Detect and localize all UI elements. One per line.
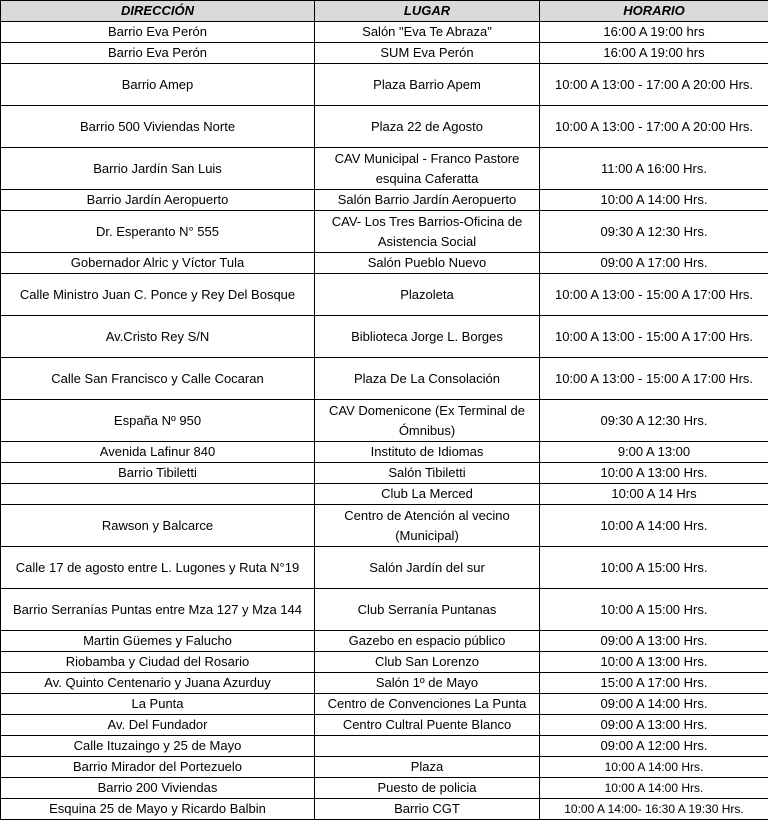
cell-horario: 16:00 A 19:00 hrs: [540, 22, 768, 43]
cell-horario: 09:30 A 12:30 Hrs.: [540, 400, 768, 442]
cell-horario: 10:00 A 14:00- 16:30 A 19:30 Hrs.: [540, 799, 768, 820]
cell-horario: 10:00 A 15:00 Hrs.: [540, 589, 768, 631]
cell-lugar: Centro de Convenciones La Punta: [315, 694, 540, 715]
cell-horario: 10:00 A 14:00 Hrs.: [540, 757, 768, 778]
cell-direccion: Barrio Eva Perón: [1, 22, 315, 43]
cell-direccion: Esquina 25 de Mayo y Ricardo Balbin: [1, 799, 315, 820]
cell-lugar: Club San Lorenzo: [315, 652, 540, 673]
cell-horario: 10:00 A 13:00 - 15:00 A 17:00 Hrs.: [540, 358, 768, 400]
cell-lugar: CAV Domenicone (Ex Terminal de Ómnibus): [315, 400, 540, 442]
cell-direccion: Avenida Lafinur 840: [1, 442, 315, 463]
cell-lugar: Salón Pueblo Nuevo: [315, 253, 540, 274]
cell-direccion: La Punta: [1, 694, 315, 715]
header-direccion: DIRECCIÓN: [1, 1, 315, 22]
cell-lugar: Instituto de Idiomas: [315, 442, 540, 463]
cell-lugar: Centro Cultral Puente Blanco: [315, 715, 540, 736]
cell-horario: 10:00 A 15:00 Hrs.: [540, 547, 768, 589]
cell-horario: 10:00 A 13:00 - 17:00 A 20:00 Hrs.: [540, 64, 768, 106]
cell-horario: 09:00 A 13:00 Hrs.: [540, 715, 768, 736]
cell-direccion: Barrio Amep: [1, 64, 315, 106]
header-row: [1, 1, 768, 22]
table-row: [1, 316, 768, 358]
cell-direccion: Gobernador Alric y Víctor Tula: [1, 253, 315, 274]
table-row: [1, 253, 768, 274]
cell-horario: 10:00 A 13:00 Hrs.: [540, 463, 768, 484]
table-row: [1, 358, 768, 400]
cell-direccion: Barrio 500 Viviendas Norte: [1, 106, 315, 148]
cell-direccion: Barrio Serranías Puntas entre Mza 127 y Mza 144: [1, 589, 315, 631]
table-row: [1, 631, 768, 652]
cell-horario: 11:00 A 16:00 Hrs.: [540, 148, 768, 190]
cell-direccion: Rawson y Balcarce: [1, 505, 315, 547]
cell-lugar: CAV- Los Tres Barrios-Oficina de Asistencia Social: [315, 211, 540, 253]
cell-direccion: Av. Del Fundador: [1, 715, 315, 736]
table-row: [1, 400, 768, 442]
cell-direccion: Barrio Mirador del Portezuelo: [1, 757, 315, 778]
header-horario: HORARIO: [540, 1, 768, 22]
cell-lugar: Salón Barrio Jardín Aeropuerto: [315, 190, 540, 211]
cell-direccion: Calle San Francisco y Calle Cocaran: [1, 358, 315, 400]
cell-direccion: Barrio Jardín Aeropuerto: [1, 190, 315, 211]
cell-direccion: Calle Ituzaingo y 25 de Mayo: [1, 736, 315, 757]
cell-lugar: Salón Jardín del sur: [315, 547, 540, 589]
table-row: [1, 64, 768, 106]
cell-lugar: Plaza: [315, 757, 540, 778]
cell-lugar: Plaza De La Consolación: [315, 358, 540, 400]
cell-horario: 10:00 A 14:00 Hrs.: [540, 505, 768, 547]
table-row: [1, 715, 768, 736]
cell-lugar: Barrio CGT: [315, 799, 540, 820]
cell-lugar: Salón Tibiletti: [315, 463, 540, 484]
table-row: [1, 442, 768, 463]
cell-horario: 10:00 A 13:00 - 17:00 A 20:00 Hrs.: [540, 106, 768, 148]
table-row: [1, 673, 768, 694]
cell-direccion: Av. Quinto Centenario y Juana Azurduy: [1, 673, 315, 694]
cell-lugar: Gazebo en espacio público: [315, 631, 540, 652]
cell-direccion: Riobamba y Ciudad del Rosario: [1, 652, 315, 673]
cell-lugar: Centro de Atención al vecino (Municipal): [315, 505, 540, 547]
table-row: [1, 505, 768, 547]
table-row: [1, 22, 768, 43]
cell-horario: 10:00 A 13:00 - 15:00 A 17:00 Hrs.: [540, 274, 768, 316]
cell-lugar: Puesto de policia: [315, 778, 540, 799]
cell-direccion: Calle 17 de agosto entre L. Lugones y Ruta N°19: [1, 547, 315, 589]
table-row: [1, 190, 768, 211]
table-row: [1, 757, 768, 778]
table-row: [1, 211, 768, 253]
header-lugar: LUGAR: [315, 1, 540, 22]
cell-horario: 10:00 A 14:00 Hrs.: [540, 190, 768, 211]
table-row: [1, 736, 768, 757]
cell-lugar: Plaza Barrio Apem: [315, 64, 540, 106]
cell-lugar: Club Serranía Puntanas: [315, 589, 540, 631]
cell-direccion: Calle Ministro Juan C. Ponce y Rey Del Bosque: [1, 274, 315, 316]
cell-horario: 16:00 A 19:00 hrs: [540, 43, 768, 64]
table-row: [1, 43, 768, 64]
table-row: [1, 694, 768, 715]
cell-direccion: Dr. Esperanto N° 555: [1, 211, 315, 253]
cell-direccion: Barrio Tibiletti: [1, 463, 315, 484]
cell-horario: 10:00 A 13:00 Hrs.: [540, 652, 768, 673]
table-row: [1, 148, 768, 190]
cell-lugar: Salón 1º de Mayo: [315, 673, 540, 694]
cell-lugar: Plaza 22 de Agosto: [315, 106, 540, 148]
cell-lugar: Plazoleta: [315, 274, 540, 316]
cell-direccion: Barrio Jardín San Luis: [1, 148, 315, 190]
cell-direccion: Barrio Eva Perón: [1, 43, 315, 64]
cell-horario: 09:00 A 13:00 Hrs.: [540, 631, 768, 652]
cell-horario: 09:00 A 12:00 Hrs.: [540, 736, 768, 757]
cell-lugar: [315, 736, 540, 757]
cell-lugar: Club La Merced: [315, 484, 540, 505]
cell-horario: 9:00 A 13:00: [540, 442, 768, 463]
cell-direccion: Barrio 200 Viviendas: [1, 778, 315, 799]
cell-lugar: Biblioteca Jorge L. Borges: [315, 316, 540, 358]
cell-horario: 09:00 A 14:00 Hrs.: [540, 694, 768, 715]
table-body: [1, 22, 768, 820]
table-row: [1, 106, 768, 148]
table-row: [1, 652, 768, 673]
cell-lugar: SUM Eva Perón: [315, 43, 540, 64]
cell-horario: 09:30 A 12:30 Hrs.: [540, 211, 768, 253]
cell-direccion: Av.Cristo Rey S/N: [1, 316, 315, 358]
table-row: [1, 463, 768, 484]
table-row: [1, 547, 768, 589]
cell-horario: 10:00 A 14 Hrs: [540, 484, 768, 505]
table-row: [1, 799, 768, 820]
table-row: [1, 778, 768, 799]
cell-horario: 10:00 A 14:00 Hrs.: [540, 778, 768, 799]
cell-horario: 10:00 A 13:00 - 15:00 A 17:00 Hrs.: [540, 316, 768, 358]
cell-direccion: España Nº 950: [1, 400, 315, 442]
cell-horario: 15:00 A 17:00 Hrs.: [540, 673, 768, 694]
table-row: [1, 484, 768, 505]
table-row: [1, 589, 768, 631]
cell-direccion: [1, 484, 315, 505]
cell-lugar: CAV Municipal - Franco Pastore esquina Caferatta: [315, 148, 540, 190]
cell-lugar: Salón "Eva Te Abraza": [315, 22, 540, 43]
table-row: [1, 274, 768, 316]
cell-horario: 09:00 A 17:00 Hrs.: [540, 253, 768, 274]
cell-direccion: Martin Güemes y Falucho: [1, 631, 315, 652]
